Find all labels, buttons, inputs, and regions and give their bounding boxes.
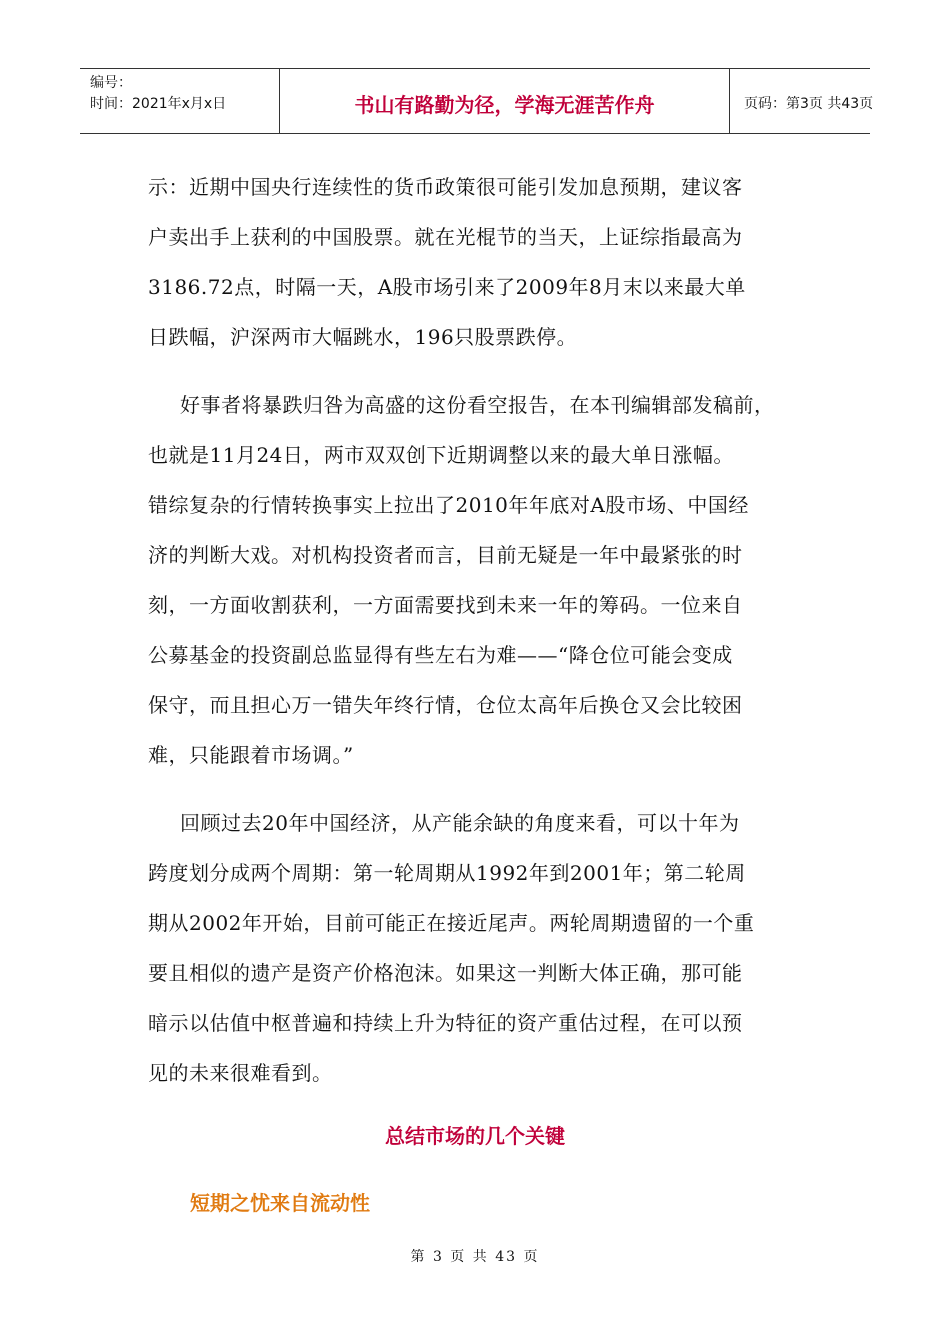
text-line: 难，只能跟着市场调。” [148,743,354,767]
document-number-label: 编号： [90,75,132,91]
text-line: 期从2002年开始，目前可能正在接近尾声。两轮周期遗留的一个重 [148,911,755,935]
document-time-label: 时间：2021年x月x日 [90,96,227,112]
header-page-number: 页码：第3页 共43页 [744,96,874,112]
paragraph-3 [148,798,828,1098]
text-line: 暗示以估值中枢普遍和持续上升为特征的资产重估过程，在可以预 [148,1011,743,1035]
text-line: 好事者将暴跌归咎为高盛的这份看空报告，在本刊编辑部发稿前， [180,393,775,417]
text-line: 也就是11月24日，两市双双创下近期调整以来的最大单日涨幅。 [148,443,734,467]
text-line: 日跌幅，沪深两市大幅跳水，196只股票跌停。 [148,325,578,349]
text-line: 3186.72点，时隔一天，A股市场引来了2009年8月末以来最大单 [148,275,746,299]
paragraph-1 [148,162,828,362]
header-info-cell [80,69,280,133]
text-line: 户卖出手上获利的中国股票。就在光棍节的当天，上证综指最高为 [148,225,743,249]
text-line: 错综复杂的行情转换事实上拉出了2010年年底对A股市场、中国经 [148,493,749,517]
text-line: 保守，而且担心万一错失年终行情，仓位太高年后换仓又会比较困 [148,693,743,717]
text-line: 公募基金的投资副总监显得有些左右为难——“降仓位可能会变成 [148,643,733,667]
text-line: 刻，一方面收割获利，一方面需要找到未来一年的筹码。一位来自 [148,593,743,617]
paragraph-2 [148,380,828,780]
section-title: 总结市场的几个关键 [385,1124,565,1148]
text-line: 要且相似的遗产是资产价格泡沫。如果这一判断大体正确，那可能 [148,961,743,985]
body-text [148,162,828,1098]
header-motto: 书山有路勤为径，学海无涯苦作舟 [354,93,655,117]
text-line: 济的判断大戏。对机构投资者而言，目前无疑是一年中最紧张的时 [148,543,743,567]
header-page-cell [730,69,874,133]
text-line: 见的未来很难看到。 [148,1061,333,1085]
page-footer: 第 3 页 共 43 页 [410,1249,540,1265]
text-line: 跨度划分成两个周期：第一轮周期从1992年到2001年；第二轮周 [148,861,746,885]
page-header [80,68,874,134]
text-line: 回顾过去20年中国经济，从产能余缺的角度来看，可以十年为 [180,811,740,835]
sub-section-title: 短期之忧来自流动性 [190,1191,370,1215]
header-motto-cell [280,69,730,133]
text-line: 示：近期中国央行连续性的货币政策很可能引发加息预期，建议客 [148,175,743,199]
